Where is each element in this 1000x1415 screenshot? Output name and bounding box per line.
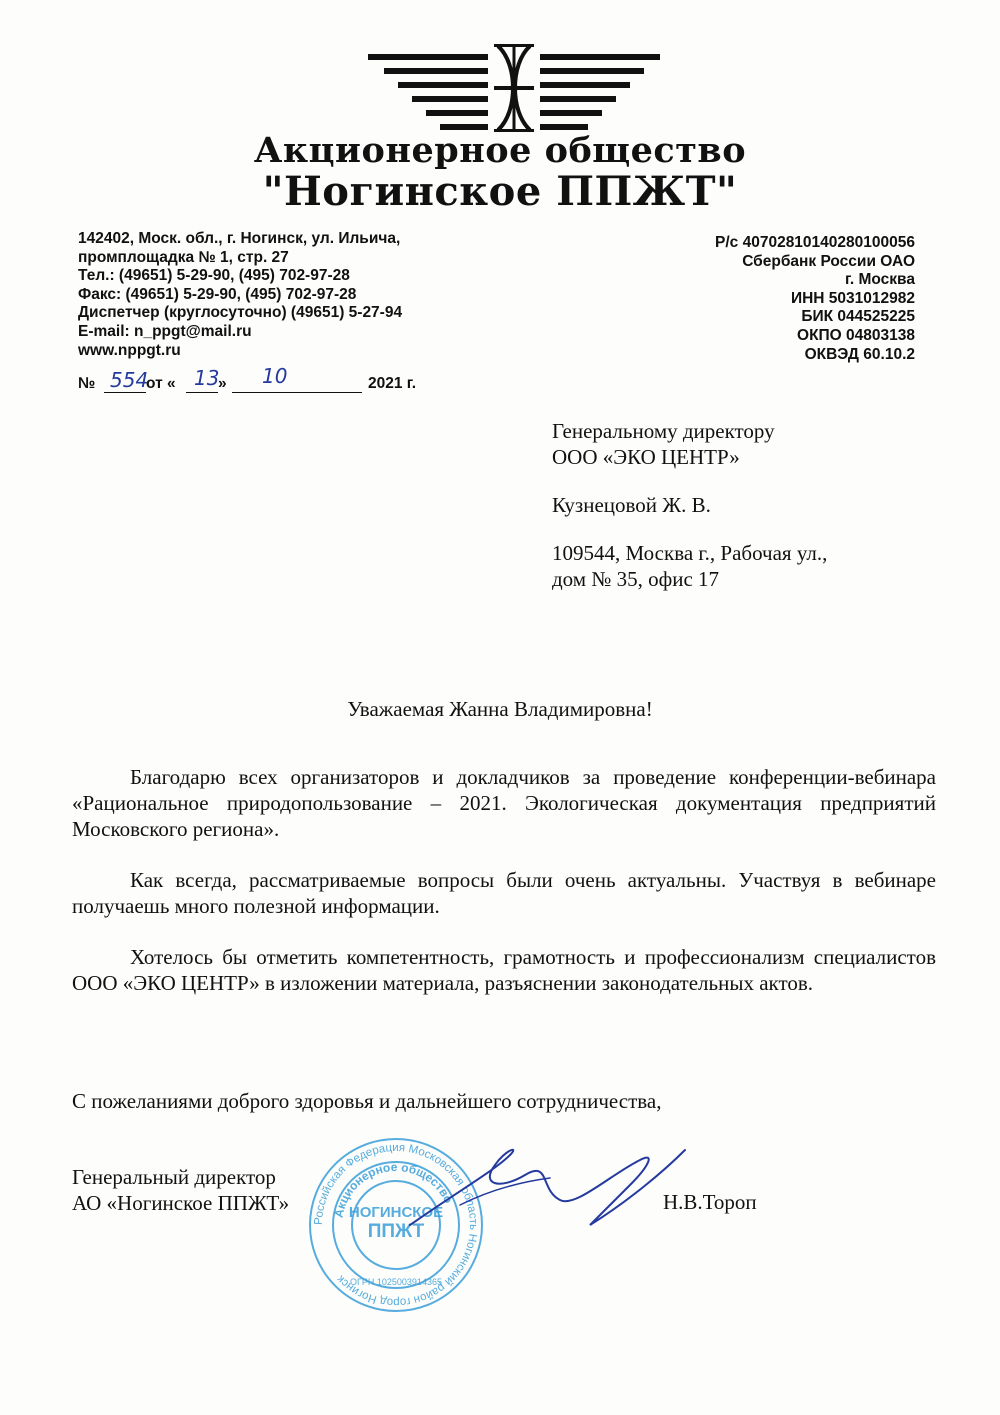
company-logo — [368, 44, 660, 132]
bik-line: БИК 044525225 — [801, 308, 915, 326]
body-paragraph: Благодарю всех организаторов и докладчиков за проведение конференции-вебинара «Рациональное природопользование – 2021. Экологическая документация предприятий Московского региона». — [72, 765, 936, 841]
signer-company: АО «Ногинское ППЖТ» — [72, 1191, 290, 1215]
email-line: E-mail: n_ppgt@mail.ru — [78, 322, 252, 340]
recipient-address: дом № 35, офис 17 — [552, 567, 720, 591]
recipient-company: ООО «ЭКО ЦЕНТР» — [552, 445, 740, 469]
phone-line: Тел.: (49651) 5-29-90, (495) 702-97-28 — [78, 267, 350, 285]
registration-line — [78, 364, 428, 398]
body-paragraph: Хотелось бы отметить компетентность, грамотность и профессионализм специалистов ООО «ЭКО ЦЕНТР» в изложении материала, разъяснении законодательных актов. — [72, 945, 936, 995]
handwritten-day: 13 — [194, 366, 220, 390]
handwritten-month: 10 — [262, 364, 288, 388]
okved-line: ОКВЭД 60.10.2 — [804, 345, 915, 363]
signer-name: Н.В.Тороп — [663, 1190, 757, 1214]
stamp-ring-text: Российская Федерация Московская область Ногинский район город Ногинск — [312, 1141, 480, 1309]
stamp-ogrn: ОГРН 1025003914365 — [350, 1277, 442, 1287]
address-line: 142402, Моск. обл., г. Ногинск, ул. Ильича, — [78, 230, 401, 247]
number-label: № — [78, 375, 96, 392]
organization-name: "Ногинское ППЖТ" — [262, 168, 738, 215]
contact-block — [78, 230, 402, 360]
bank-details — [715, 234, 915, 364]
handwritten-number: 554 — [110, 368, 149, 392]
bank-name-line: Сбербанк России ОАО — [742, 252, 915, 270]
recipient-name: Кузнецовой Ж. В. — [552, 493, 711, 517]
from-label: от « — [146, 375, 176, 392]
signer-position: Генеральный директор — [72, 1165, 276, 1189]
recipient-position: Генеральному директору — [552, 419, 775, 443]
bank-city-line: г. Москва — [844, 271, 915, 289]
stamp-center-line1: НОГИНСКОЕ — [348, 1204, 444, 1221]
closing-line: С пожеланиями доброго здоровья и дальнейшего сотрудничества, — [72, 1089, 662, 1113]
inn-line: ИНН 5031012982 — [790, 289, 915, 307]
handwritten-signature — [400, 1130, 690, 1250]
body-paragraph: Как всегда, рассматриваемые вопросы были очень актуальны. Участвуя в вебинаре получаешь много полезной информации. — [72, 868, 936, 918]
website-line: www.nppgt.ru — [78, 341, 181, 359]
organization-type: Акционерное общество — [253, 130, 747, 171]
dispatcher-line: Диспетчер (круглосуточно) (49651) 5-27-94 — [78, 304, 403, 322]
stamp-center-line2: ППЖТ — [367, 1221, 425, 1242]
recipient-block — [552, 418, 827, 592]
fax-line: Факс: (49651) 5-29-90, (495) 702-97-28 — [78, 285, 357, 303]
stamp-inner-text: Акционерное общество — [331, 1159, 456, 1219]
recipient-address: 109544, Москва г., Рабочая ул., — [552, 541, 828, 565]
account-line: Р/с 40702810140280100056 — [715, 234, 915, 251]
address-line: промплощадка № 1, стр. 27 — [78, 248, 289, 266]
signer-title — [72, 1164, 289, 1216]
day-close-quote: » — [218, 375, 227, 392]
okpo-line: ОКПО 04803138 — [797, 326, 915, 344]
greeting: Уважаемая Жанна Владимировна! — [347, 697, 653, 721]
letter-body — [72, 764, 936, 1021]
year-label: 2021 г. — [368, 375, 416, 392]
